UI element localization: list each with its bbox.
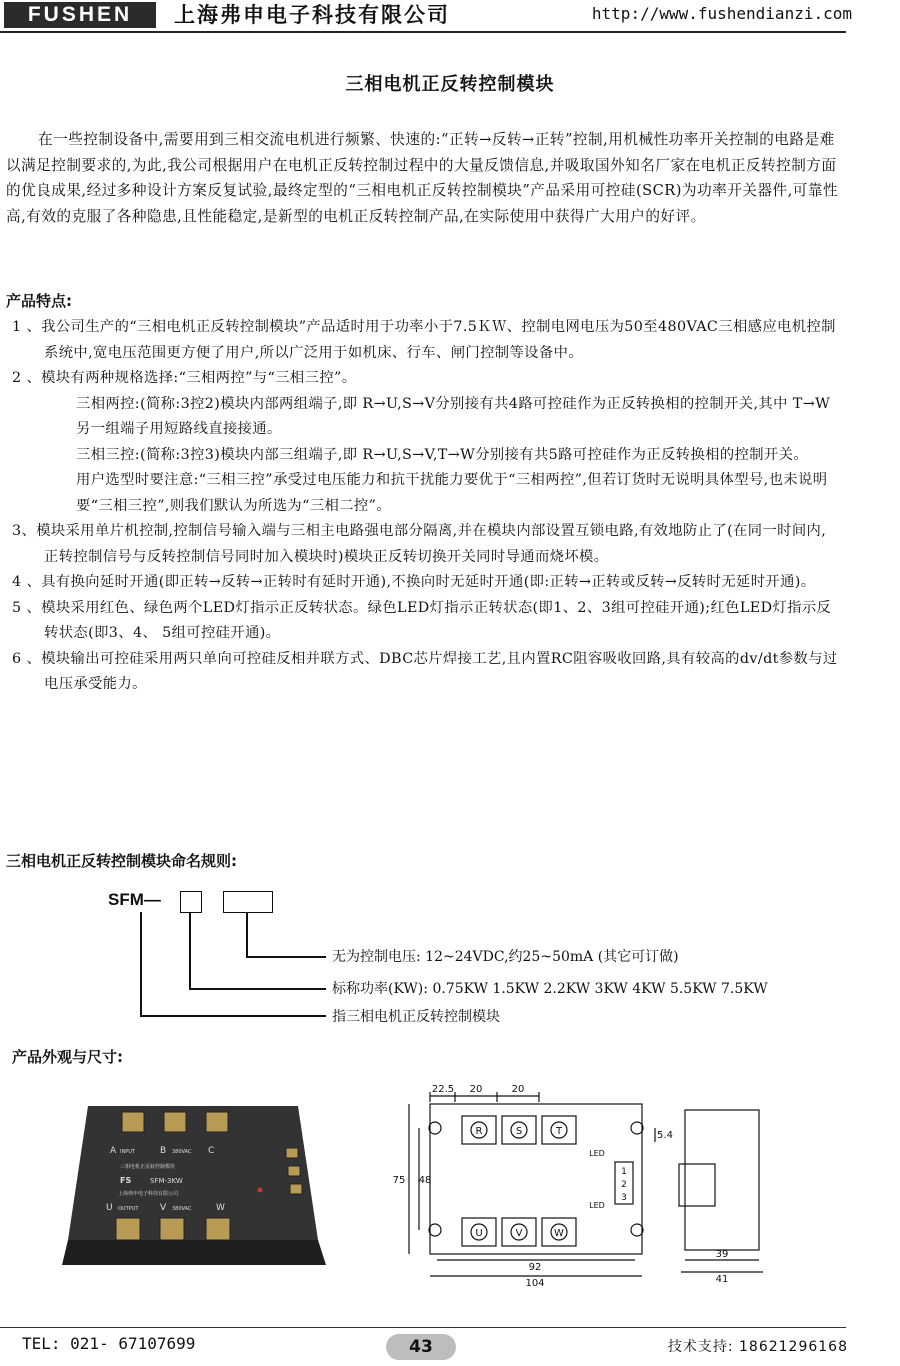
connector-prefix-v bbox=[140, 912, 142, 1016]
output-terminal-v bbox=[160, 1218, 184, 1240]
led-indicator bbox=[258, 1188, 263, 1193]
photo-label-c: C bbox=[208, 1146, 215, 1156]
photo-label-model: SFM-3KW bbox=[150, 1177, 183, 1185]
dim-5-4: 5.4 bbox=[657, 1130, 673, 1141]
control-label-2: 2 bbox=[621, 1180, 627, 1190]
company-name: 上海弗申电子科技有限公司 bbox=[174, 3, 450, 27]
naming-prefix: SFM— bbox=[108, 890, 161, 909]
feature-4: 4 、具有换向延时开通(即正转→反转→正转时有延时开通),不换向时无延时开通(即:正转→正转或反转→反转时无延时开通)。 bbox=[12, 574, 816, 590]
led-label-top: LED bbox=[589, 1149, 605, 1158]
footer-support: 技术支持: 18621296168 bbox=[667, 1339, 848, 1355]
mount-hole bbox=[631, 1224, 643, 1236]
feature-2a: 三相两控:(简称:3控2)模块内部两组端子,即 R→U,S→V分别接有共4路可控硅作为正反转换相的控制开关,其中 T→W另一组端子用短路线直接接通。 bbox=[76, 395, 831, 437]
dim-20b: 20 bbox=[511, 1084, 525, 1095]
photo-label-input: INPUT bbox=[120, 1149, 135, 1155]
feature-2c: 用户选型时要注意:“三相三控”承受过电压能力和抗干扰能力要优于“三相两控”,但若订货时无说明具体型号,也未说明要“三相三控”,则我们默认为所选为“三相二控”。 bbox=[76, 472, 828, 514]
connector-power-h bbox=[189, 988, 326, 990]
photo-label-w: W bbox=[216, 1203, 225, 1213]
photo-label-380: 380VAC bbox=[172, 1149, 192, 1155]
terminal-label-t: T bbox=[555, 1126, 563, 1137]
dim-92: 92 bbox=[528, 1262, 542, 1273]
photo-label-fs: FS bbox=[120, 1176, 132, 1185]
photo-label-sub: 三相电机正反转控制模块 bbox=[120, 1164, 176, 1170]
dim-104: 104 bbox=[525, 1278, 545, 1289]
footer-divider bbox=[0, 1327, 846, 1328]
brand-logo: FUSHEN bbox=[4, 2, 156, 28]
connector-power-v bbox=[189, 913, 191, 989]
naming-voltage-text: 无为控制电压: 12~24VDC,约25~50mA (其它可订做) bbox=[332, 949, 679, 965]
intro-paragraph: 在一些控制设备中,需要用到三相交流电机进行频繁、快速的:“正转→反转→正转”控制,用机械性功率开关控制的电路是难以满足控制要求的,为此,我公司根据用户在电机正反转控制过程中的大量反馈信息,并吸取国外知名厂家在电机正反转控制方面的优良成果,经过多种设计方案反复试验,最终定型的“三相电机正反转控制模块”产品采用可控硅(SCR)为功率开关器件,可靠性高,有效的克服了各种隐患,且性能稳定,是新型的电机正反转控制产品,在实际使用中获得广大用户的好评。 bbox=[6, 131, 839, 225]
feature-5: 5 、模块采用红色、绿色两个LED灯指示正反转状态。绿色LED灯指示正转状态(即1、2、3组可控硅开通);红色LED灯指示反转状态(即3、4、 5组可控硅开通)。 bbox=[12, 599, 832, 641]
features-list bbox=[0, 315, 840, 698]
side-view-outline bbox=[685, 1110, 759, 1250]
control-label-1: 1 bbox=[621, 1167, 627, 1177]
input-terminal-a bbox=[122, 1112, 144, 1132]
output-terminal-w bbox=[206, 1218, 230, 1240]
header-divider bbox=[0, 31, 846, 33]
page-title: 三相电机正反转控制模块 bbox=[345, 74, 555, 95]
dim-48: 48 bbox=[418, 1175, 432, 1186]
mount-hole bbox=[429, 1122, 441, 1134]
control-terminal-3 bbox=[290, 1184, 302, 1194]
appearance-heading: 产品外观与尺寸: bbox=[12, 1048, 123, 1066]
input-terminal-c bbox=[206, 1112, 228, 1132]
feature-6: 6 、模块输出可控硅采用两只单向可控硅反相并联方式、DBC芯片焊接工艺,且内置RC阻容吸收回路,具有较高的dv/dt参数与过电压承受能力。 bbox=[12, 650, 838, 692]
page-number-badge: 43 bbox=[386, 1334, 456, 1360]
module-top-face bbox=[68, 1106, 318, 1240]
output-terminal-u bbox=[116, 1218, 140, 1240]
dim-22-5: 22.5 bbox=[431, 1084, 455, 1095]
terminal-label-r: R bbox=[475, 1126, 483, 1137]
naming-box-voltage bbox=[223, 891, 273, 913]
photo-label-380b: 380VAC bbox=[172, 1206, 192, 1212]
dim-41: 41 bbox=[715, 1274, 729, 1285]
photo-label-u: U bbox=[106, 1203, 113, 1213]
connector-voltage-h bbox=[246, 956, 326, 958]
photo-label-a: A bbox=[110, 1146, 117, 1156]
control-terminal-1 bbox=[286, 1148, 298, 1158]
dim-20a: 20 bbox=[469, 1084, 483, 1095]
led-label-bottom: LED bbox=[589, 1201, 605, 1210]
dim-39: 39 bbox=[715, 1249, 729, 1260]
naming-module-text: 指三相电机正反转控制模块 bbox=[332, 1009, 500, 1025]
dim-75: 75 bbox=[392, 1175, 406, 1186]
naming-box-power bbox=[180, 891, 202, 913]
website-url[interactable]: http://www.fushendianzi.com bbox=[591, 4, 852, 23]
terminal-label-u: U bbox=[475, 1228, 483, 1239]
control-label-3: 3 bbox=[621, 1193, 627, 1203]
terminal-label-w: W bbox=[554, 1228, 564, 1239]
input-terminal-b bbox=[164, 1112, 186, 1132]
footer-tel: TEL: 021- 67107699 bbox=[22, 1334, 196, 1353]
mount-hole bbox=[429, 1224, 441, 1236]
feature-3: 3、模块采用单片机控制,控制信号输入端与三相主电路强电部分隔离,并在模块内部设置互锁电路,有效地防止了(在同一时间内,正转控制信号与反转控制信号同时加入模块时)模块正反转切换开关同时导通而烧坏模。 bbox=[12, 523, 827, 565]
feature-2: 2 、模块有两种规格选择:“三相两控”与“三相三控”。 bbox=[12, 370, 357, 386]
naming-heading: 三相电机正反转控制模块命名规则: bbox=[6, 852, 238, 870]
product-photo bbox=[60, 1090, 335, 1280]
feature-1: 1 、我公司生产的“三相电机正反转控制模块”产品适时用于功率小于7.5ＫＷ、控制电网电压为50至480VAC三相感应电机控制系统中,宽电压范围更方便了用户,所以广泛用于如机床、行车、闸门控制等设备中。 bbox=[12, 319, 836, 361]
naming-power-text: 标称功率(KW): 0.75KW 1.5KW 2.2KW 3KW 4KW 5.5KW 7.5KW bbox=[332, 981, 768, 997]
dimension-drawing bbox=[385, 1080, 785, 1295]
photo-label-company: 上海弗申电子科技有限公司 bbox=[118, 1191, 179, 1197]
module-front-face bbox=[62, 1240, 326, 1265]
feature-2b: 三相三控:(简称:3控3)模块内部三组端子,即 R→U,S→V,T→W分别接有共5路可控硅作为正反转换相的控制开关。 bbox=[76, 446, 809, 463]
connector-prefix-h bbox=[140, 1015, 326, 1017]
control-terminal-2 bbox=[288, 1166, 300, 1176]
terminal-label-s: S bbox=[515, 1126, 523, 1137]
photo-label-output: OUTPUT bbox=[118, 1206, 139, 1212]
mount-hole bbox=[631, 1122, 643, 1134]
connector-voltage-v bbox=[246, 913, 248, 957]
terminal-label-v: V bbox=[515, 1228, 523, 1239]
features-heading: 产品特点: bbox=[6, 292, 72, 310]
photo-label-b: B bbox=[160, 1146, 167, 1156]
photo-label-v: V bbox=[160, 1203, 167, 1213]
